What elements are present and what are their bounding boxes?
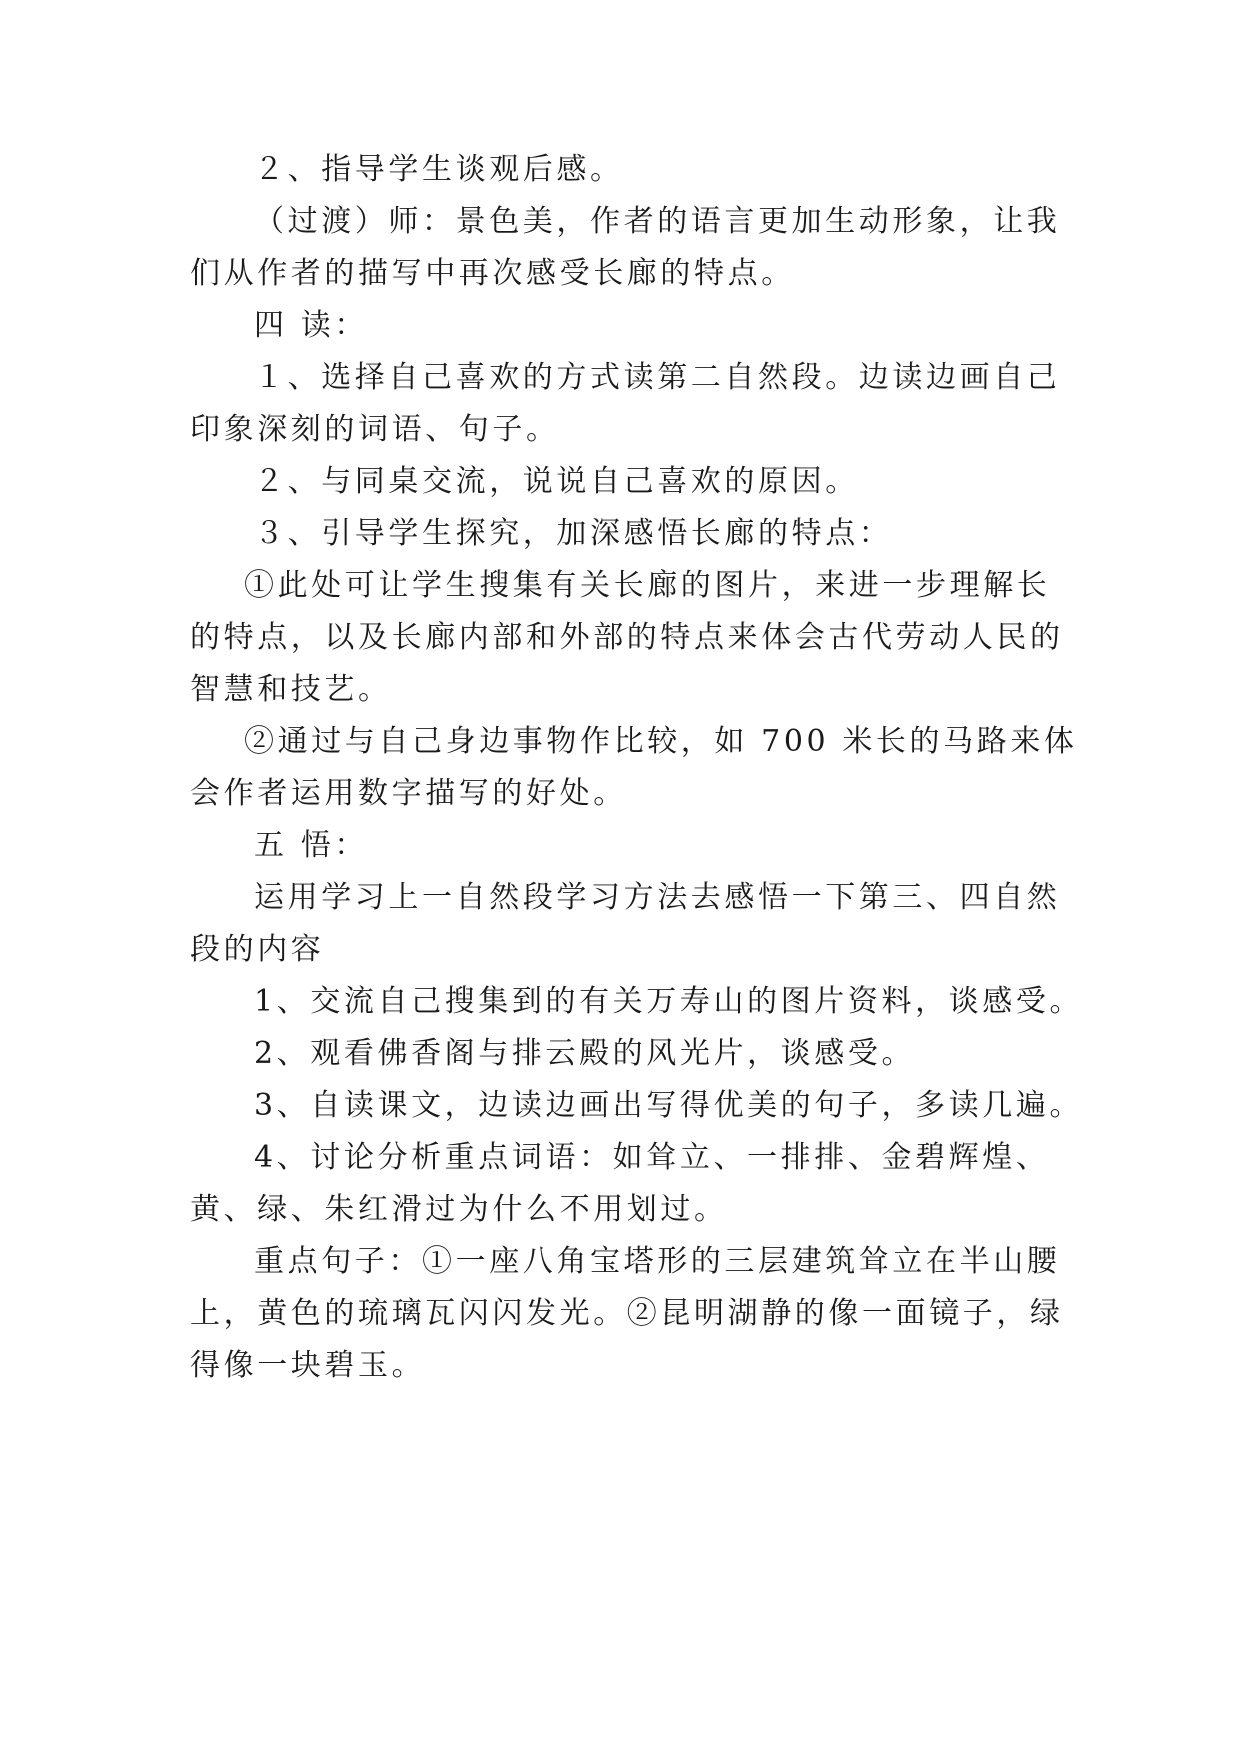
text-line: 3、自读课文，边读边画出写得优美的句子，多读几遍。 — [254, 1088, 1084, 1123]
text-line: 段的内容 — [190, 932, 325, 967]
text-line: 会作者运用数字描写的好处。 — [190, 776, 627, 811]
text-line: １、选择自己喜欢的方式读第二自然段。边读边画自己 — [254, 360, 1061, 395]
text-line: 运用学习上一自然段学习方法去感悟一下第三、四自然 — [254, 880, 1061, 915]
text-line: 重点句子：①一座八角宝塔形的三层建筑耸立在半山腰 — [254, 1244, 1061, 1279]
section-heading: 四 读： — [254, 308, 368, 343]
text-line: 们从作者的描写中再次感受长廊的特点。 — [190, 256, 795, 291]
text-line: ２、指导学生谈观后感。 — [254, 152, 624, 187]
text-line: 智慧和技艺。 — [190, 672, 392, 707]
text-line: 得像一块碧玉。 — [190, 1348, 426, 1383]
text-line: 上，黄色的琉璃瓦闪闪发光。②昆明湖静的像一面镜子，绿 — [190, 1296, 1064, 1331]
text-line: （过渡）师：景色美，作者的语言更加生动形象，让我 — [254, 204, 1061, 239]
text-line: 1、交流自己搜集到的有关万寿山的图片资料，谈感受。 — [254, 984, 1084, 1019]
text-line: 的特点，以及长廊内部和外部的特点来体会古代劳动人民的 — [190, 620, 1064, 655]
text-line: ２、与同桌交流，说说自己喜欢的原因。 — [254, 464, 859, 499]
text-line: ３、引导学生探究，加深感悟长廊的特点： — [254, 516, 893, 551]
text-line: 2、观看佛香阁与排云殿的风光片，谈感受。 — [254, 1036, 916, 1071]
text-line: 印象深刻的词语、句子。 — [190, 412, 560, 447]
section-heading: 五 悟： — [254, 828, 368, 863]
text-line: 黄、绿、朱红滑过为什么不用划过。 — [190, 1192, 728, 1227]
text-line: 4、讨论分析重点词语：如耸立、一排排、金碧辉煌、 — [254, 1140, 1050, 1175]
text-line: ①此处可让学生搜集有关长廊的图片，来进一步理解长 — [244, 568, 1051, 603]
text-line: ②通过与自己身边事物作比较，如 700 米长的马路来体 — [244, 724, 1078, 759]
